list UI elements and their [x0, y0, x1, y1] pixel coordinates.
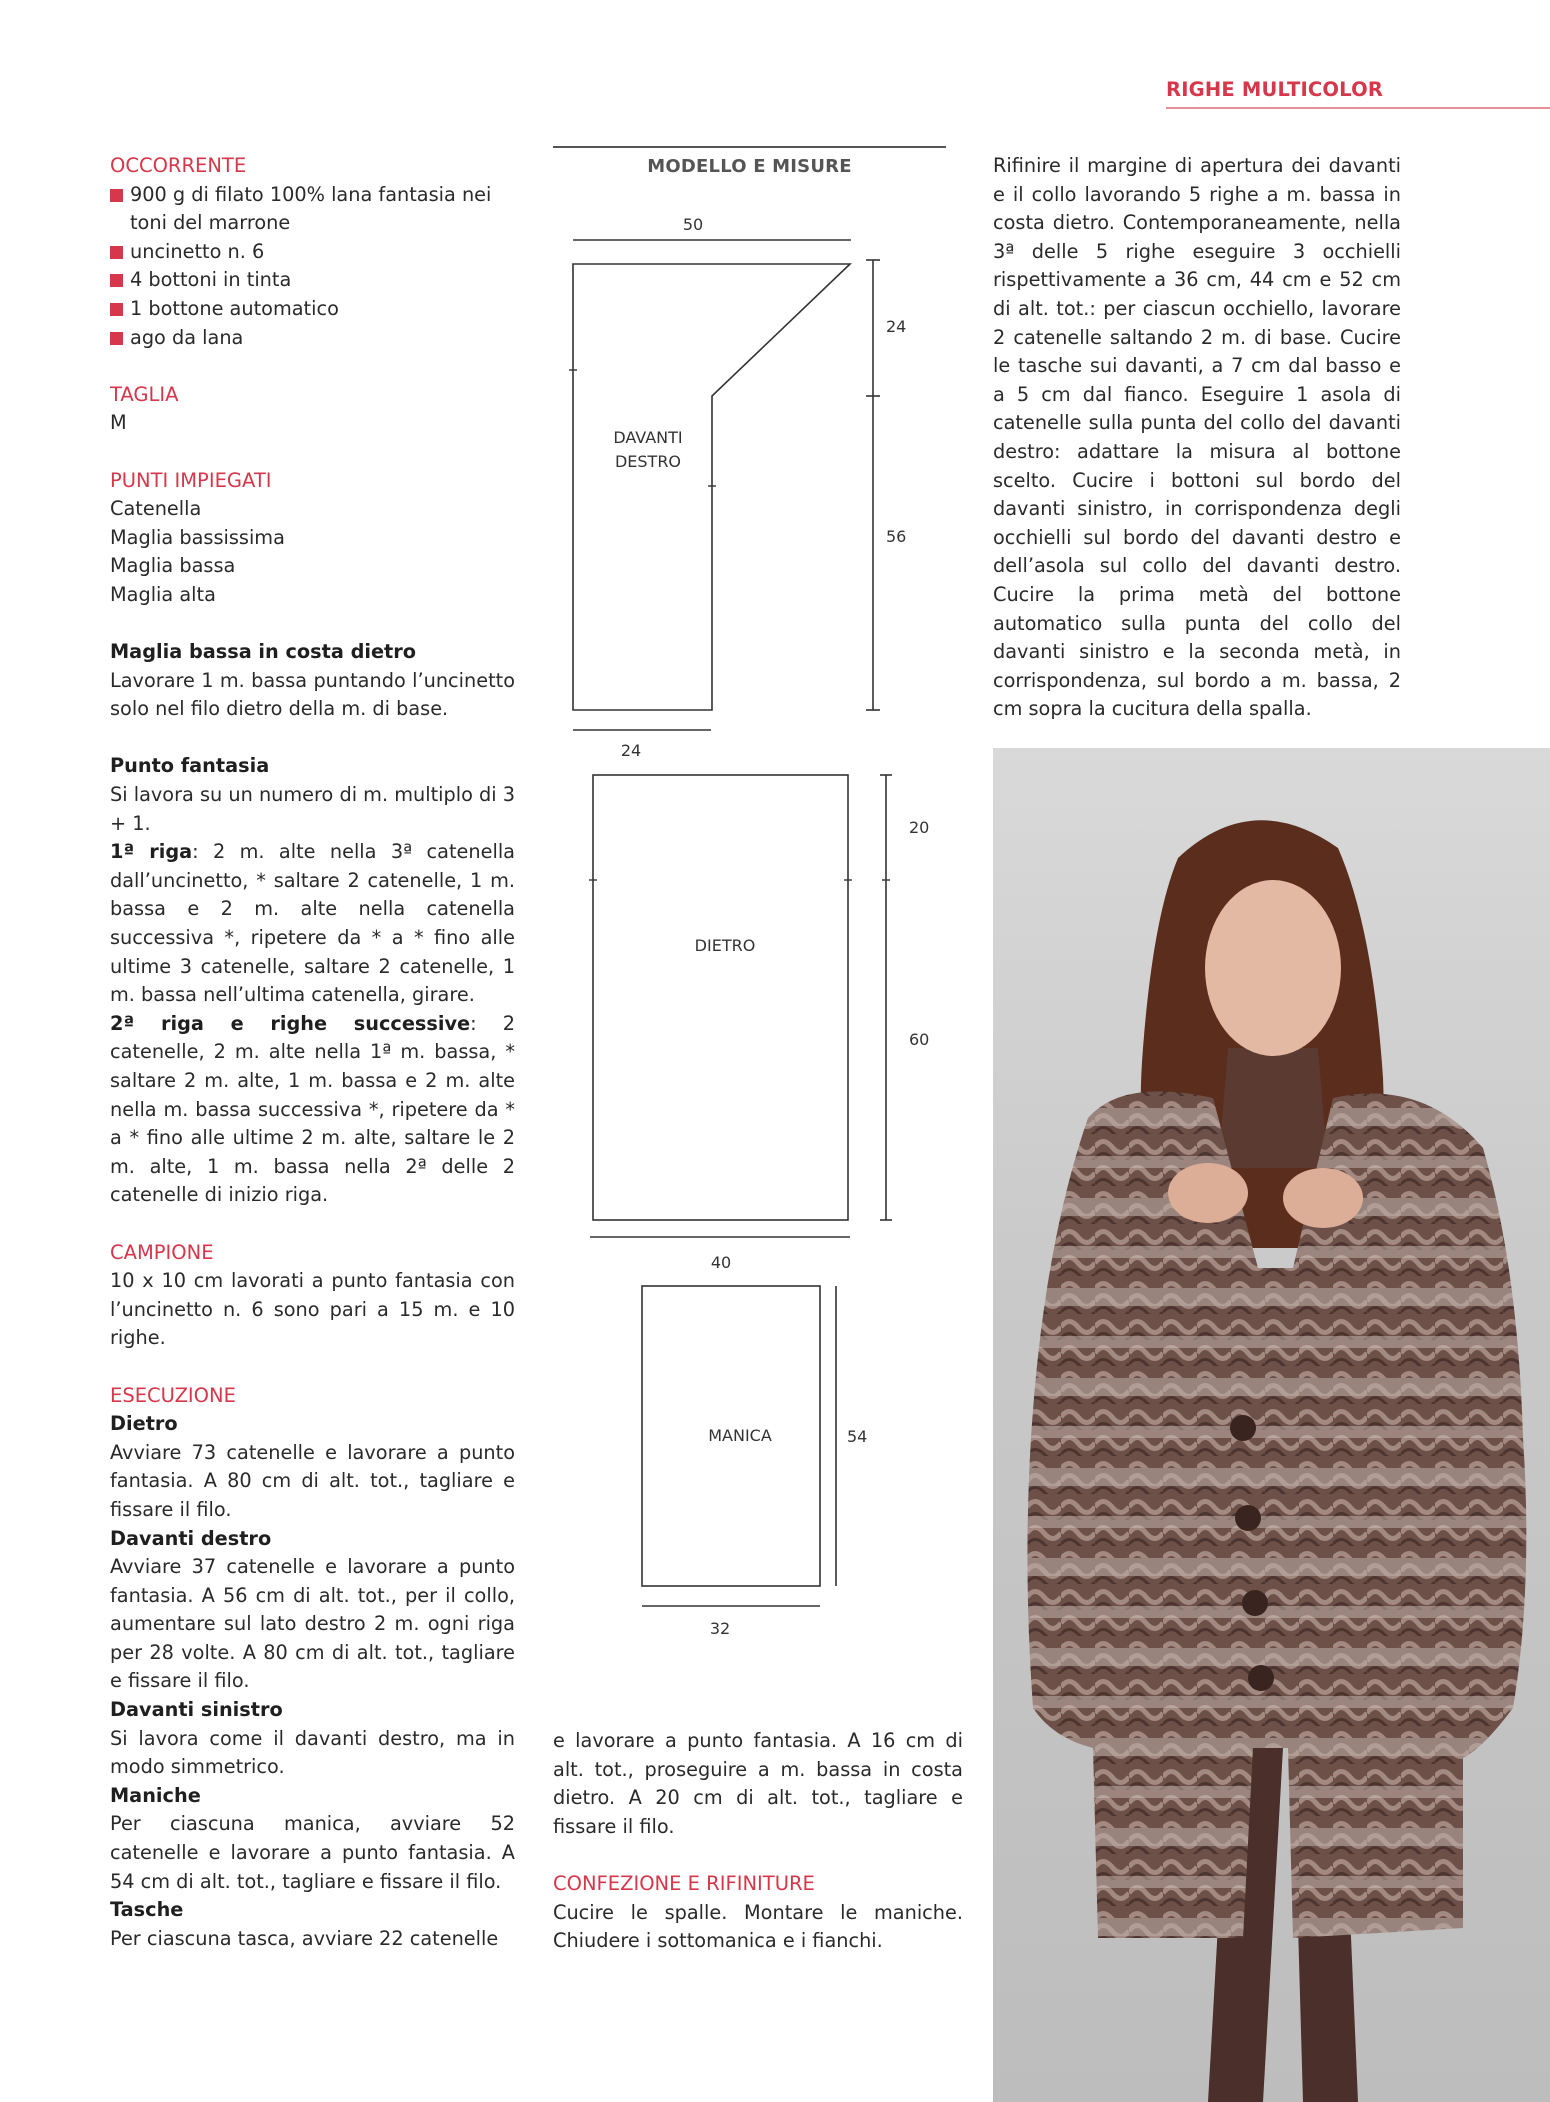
maniche-text: Per ciascuna manica, avviare 52 catenelle e lavorare a punto fantasia. A 54 cm di alt. tot., tagliare e fissare il filo. [110, 1812, 515, 1893]
occorrente-item: 4 bottoni in tinta [130, 268, 292, 292]
sleeve-height-label: 54 [847, 1427, 868, 1446]
campione-text: 10 x 10 cm lavorati a punto fantasia con l’uncinetto n. 6 sono pari a 15 m. e 10 righe. [110, 1269, 515, 1350]
column-middle-text [553, 1727, 963, 1956]
list-item [110, 324, 515, 353]
occorrente-item: 900 g di filato 100% lana fantasia nei toni del marrone [130, 182, 492, 235]
punti-item: Maglia alta [110, 582, 216, 606]
tasche-text: Per ciascuna tasca, avviare 22 catenelle [110, 1926, 499, 1950]
punto-fantasia-row1 [110, 838, 515, 1010]
front-body-height-label: 56 [886, 527, 907, 546]
front-panel-label-line1: DAVANTI [613, 428, 683, 447]
punti-item: Maglia bassissima [110, 525, 285, 549]
occorrente-heading: OCCORRENTE [110, 154, 247, 177]
row2-label: 2ª riga e righe successive [110, 1011, 471, 1035]
dietro-text: Avviare 73 catenelle e lavorare a punto fantasia. A 80 cm di alt. tot., tagliare e fissare il filo. [110, 1440, 515, 1521]
punto-fantasia-row2 [110, 1010, 515, 1210]
occorrente-item: ago da lana [130, 325, 244, 349]
row1-text: : 2 m. alte nella 3ª catenella dall’uncinetto, * saltare 2 catenelle, 1 m. bassa e 2 m. alte nella catenella successiva *, ripetere da * a * fino alle ultime 3 catenelle, saltare 2 catenelle, 1 m. bassa nell’ultima catenella, girare. [110, 840, 515, 1007]
sleeve-width-label: 32 [709, 1619, 731, 1638]
schematic-svg [553, 130, 946, 1660]
front-neck-height-label: 24 [886, 317, 907, 336]
bullet-square-icon [110, 246, 123, 259]
back-panel-label: DIETRO [694, 936, 756, 955]
tasche-continued-text: e lavorare a punto fantasia. A 16 cm di alt. tot., proseguire a m. bassa in costa dietro. A 20 cm di alt. tot., tagliare e fissare il filo. [553, 1729, 963, 1838]
header-divider [1166, 107, 1550, 109]
front-panel-label-line2: DESTRO [614, 452, 682, 471]
punto-fantasia-intro: Si lavora su un numero di m. multiplo di 3 + 1. [110, 783, 516, 835]
list-item [110, 181, 515, 238]
taglia-value: M [110, 411, 127, 435]
occorrente-item: 1 bottone automatico [130, 296, 339, 320]
column-left [110, 152, 515, 1953]
model-illustration [993, 748, 1550, 2102]
esecuzione-heading: ESECUZIONE [110, 1383, 236, 1407]
back-lower-height-label: 60 [909, 1030, 930, 1049]
measurements-diagram [553, 130, 946, 1660]
front-bottom-width-label: 24 [620, 741, 642, 760]
punti-item: Catenella [110, 497, 202, 521]
diagram-title: MODELLO E MISURE [647, 156, 852, 177]
confezione-heading: CONFEZIONE E RIFINITURE [553, 1871, 815, 1895]
bullet-square-icon [110, 189, 123, 202]
back-upper-height-label: 20 [909, 818, 930, 837]
confezione-text: Cucire le spalle. Montare le maniche. Chiudere i sottomanica e i fianchi. [553, 1900, 963, 1953]
punti-item: Maglia bassa [110, 554, 236, 578]
maniche-heading: Maniche [110, 1783, 201, 1807]
list-item [110, 295, 515, 324]
list-item [110, 266, 515, 295]
davanti-destro-text: Avviare 37 catenelle e lavorare a punto fantasia. A 56 cm di alt. tot., per il collo, aumentare sul lato destro 2 m. ogni riga per 28 volte. A 80 cm di alt. tot., tagliare e fissare il filo. [110, 1555, 515, 1693]
model-photo [993, 748, 1550, 2102]
front-top-width-label: 50 [682, 215, 704, 234]
back-panel [593, 775, 848, 1220]
dietro-heading: Dietro [110, 1412, 178, 1436]
punti-heading: PUNTI IMPIEGATI [110, 468, 272, 492]
maglia-bassa-costa-text: Lavorare 1 m. bassa puntando l’uncinetto solo nel filo dietro della m. di base. [110, 668, 515, 721]
column-right [993, 152, 1401, 724]
row2-text: : 2 catenelle, 2 m. alte nella 1ª m. bassa, * saltare 2 m. alte, 1 m. bassa e 2 m. alte nella m. bassa successiva *, ripetere da * a * fino alle ultime 2 m. alte, saltare le 2 m. alte, 1 m. bassa nella 2ª delle 2 catenelle di inizio riga. [110, 1011, 515, 1207]
page-section-title: RIGHE MULTICOLOR [1166, 78, 1384, 101]
tasche-heading: Tasche [110, 1898, 184, 1922]
maglia-bassa-costa-heading: Maglia bassa in costa dietro [110, 640, 417, 664]
row1-label: 1ª riga [110, 840, 193, 864]
davanti-destro-heading: Davanti destro [110, 1526, 272, 1550]
bullet-square-icon [110, 303, 123, 316]
confezione-continued-text: Rifinire il margine di apertura dei davanti e il collo lavorando 5 righe a m. bassa in costa dietro. Contemporaneamente, nella 3ª delle 5 righe eseguire 3 occhielli rispettivamente a 36 cm, 44 cm e 52 cm di alt. tot.: per ciascun occhiello, lavorare 2 catenelle saltando 2 m. di base. Cucire le tasche sui davanti, a 7 cm dal basso e a 5 cm dal fianco. Eseguire 1 asola di catenelle sulla punta del collo del davanti destro: adattare la misura al bottone scelto. Cucire i bottoni sul bordo del davanti sinistro, in corrispondenza degli occhielli sul bordo del davanti destro e dell’asola sul collo del davanti destro. Cucire la prima metà del bottone automatico sulla punta del collo del davanti sinistro e la seconda metà, in corrispondenza, sul bordo a m. bassa, 2 cm sopra la cucitura della spalla. [993, 154, 1401, 721]
davanti-sinistro-text: Si lavora come il davanti destro, ma in modo simmetrico. [110, 1726, 515, 1779]
bullet-square-icon [110, 274, 123, 287]
punto-fantasia-heading: Punto fantasia [110, 754, 270, 778]
campione-heading: CAMPIONE [110, 1240, 214, 1264]
back-width-label: 40 [710, 1253, 732, 1272]
list-item [110, 238, 515, 267]
davanti-sinistro-heading: Davanti sinistro [110, 1698, 283, 1722]
front-right-panel [573, 264, 850, 710]
occorrente-item: uncinetto n. 6 [130, 239, 265, 263]
taglia-heading: TAGLIA [110, 382, 179, 406]
bullet-square-icon [110, 332, 123, 345]
sleeve-panel-label: MANICA [708, 1426, 772, 1445]
